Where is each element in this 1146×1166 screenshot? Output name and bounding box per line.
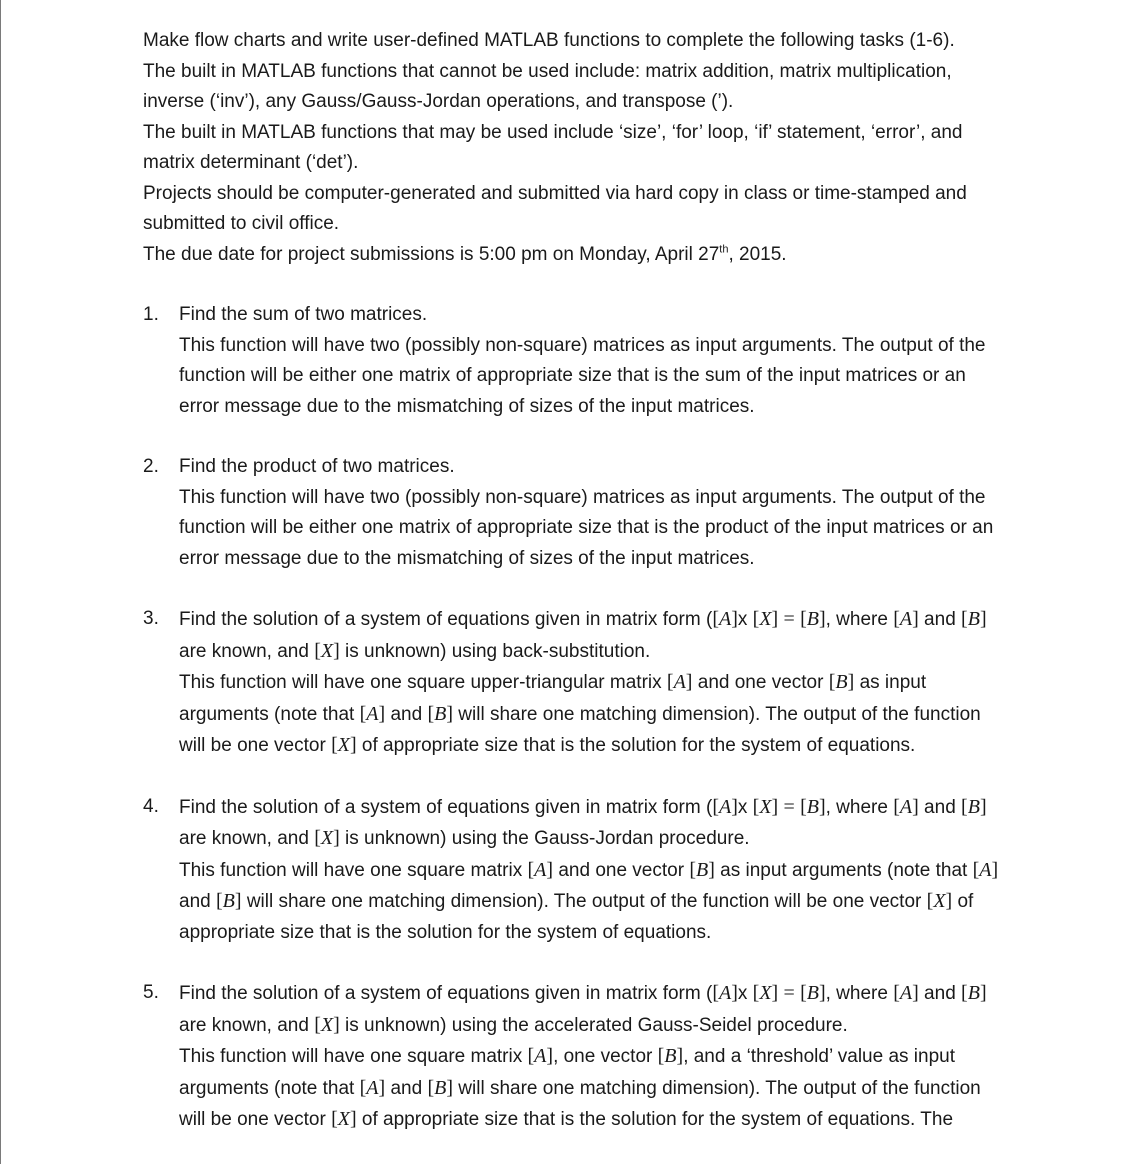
- intro-line-2: The built in MATLAB functions that cannot be used include: matrix addition, matrix multiplication,: [143, 60, 952, 82]
- task-item-4: [143, 792, 1073, 949]
- task-line: will be one vector [X] of appropriate size that is the solution for the system of equations. The: [179, 1108, 954, 1130]
- due-date-line: [143, 240, 1073, 271]
- task-line: function will be either one matrix of appropriate size that is the product of the input matrices or an: [179, 517, 994, 538]
- task-line: This function will have one square upper-triangular matrix [A] and one vector [B] as input: [179, 671, 927, 693]
- task-title-line-2: are known, and [X] is unknown) using the Gauss-Jordan procedure.: [179, 827, 750, 849]
- task-title: Find the product of two matrices.: [179, 456, 455, 477]
- task-title-line-2: are known, and [X] is unknown) using the accelerated Gauss-Seidel procedure.: [179, 1013, 848, 1036]
- task-title-line-1: Find the solution of a system of equations given in matrix form ([A]x [X] = [B], where [A] and [B]: [179, 982, 987, 1004]
- intro-line-7: submitted to civil office.: [143, 213, 340, 234]
- intro-line-5: matrix determinant (‘det’).: [143, 152, 359, 173]
- due-date-year: , 2015.: [728, 243, 787, 265]
- task-item-2: [143, 452, 1073, 574]
- task-line: This function will have one square matrix [A] and one vector [B] as input arguments (note that [A]: [179, 858, 999, 881]
- intro-line-4: The built in MATLAB functions that may be used include ‘size’, ‘for’ loop, ‘if’ statement, ‘error’, and: [143, 121, 963, 143]
- task-line: will be one vector [X] of appropriate size that is the solution for the system of equations.: [179, 734, 916, 756]
- task-line: error message due to the mismatching of sizes of the input matrices.: [179, 395, 755, 417]
- intro-line-1: Make flow charts and write user-defined MATLAB functions to complete the following tasks (1-6).: [143, 30, 955, 51]
- intro-line-6: Projects should be computer-generated and submitted via hard copy in class or time-stamped and: [143, 182, 967, 204]
- task-item-5: [143, 978, 1073, 1136]
- task-line: This function will have one square matrix [A], one vector [B], and a ‘threshold’ value as input: [179, 1045, 955, 1067]
- task-title-line-1: Find the solution of a system of equations given in matrix form ([A]x [X] = [B], where [A] and [B]: [179, 795, 987, 818]
- page-edge-line: [0, 0, 1, 1164]
- due-date-text: The due date for project submissions is 5:00 pm on Monday, April 27: [143, 243, 720, 265]
- task-line: This function will have two (possibly non-square) matrices as input arguments. The output of the: [179, 334, 986, 356]
- task-number: 5.: [143, 982, 159, 1003]
- task-line: arguments (note that [A] and [B] will share one matching dimension). The output of the function: [179, 1076, 981, 1099]
- task-number: 4.: [143, 795, 159, 817]
- task-title: Find the sum of two matrices.: [179, 304, 428, 325]
- task-number: 2.: [143, 456, 159, 477]
- intro-line-3: inverse (‘inv’), any Gauss/Gauss-Jordan operations, and transpose (’).: [143, 91, 734, 112]
- task-line: appropriate size that is the solution for the system of equations.: [179, 921, 712, 943]
- task-number: 3.: [143, 608, 159, 629]
- task-item-3: [143, 604, 1073, 762]
- task-title-line-1: Find the solution of a system of equations given in matrix form ([A]x [X] = [B], where [A] and [B]: [179, 608, 987, 630]
- document-page: [143, 26, 1073, 1166]
- task-item-1: [143, 300, 1073, 422]
- task-number: 1.: [143, 304, 159, 325]
- instructions-intro: [143, 26, 1073, 270]
- task-line: arguments (note that [A] and [B] will share one matching dimension). The output of the function: [179, 702, 981, 725]
- task-title-line-2: are known, and [X] is unknown) using back-substitution.: [179, 639, 651, 662]
- task-line: This function will have two (possibly non-square) matrices as input arguments. The output of the: [179, 486, 986, 508]
- task-line: error message due to the mismatching of sizes of the input matrices.: [179, 547, 755, 569]
- task-line: function will be either one matrix of appropriate size that is the sum of the input matrices or an: [179, 365, 966, 386]
- due-date-ordinal: th: [719, 243, 729, 256]
- task-line: and [B] will share one matching dimension). The output of the function will be one vector [X] of: [179, 890, 974, 912]
